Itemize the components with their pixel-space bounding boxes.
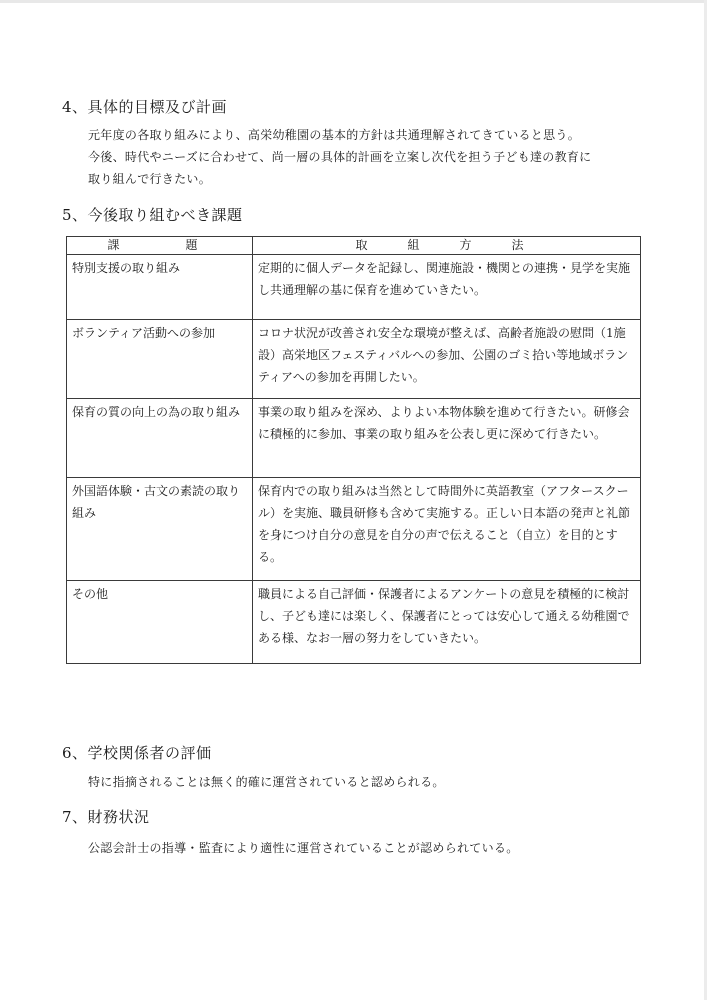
method-cell: 職員による自己評価・保護者によるアンケートの意見を積極的に検討し、子ども達には楽しく、保護者にとっては安心して通える幼稚園である様、なお一層の努力をしていきたい。 bbox=[253, 581, 641, 664]
section-4-heading: 4、具体的目標及び計画 bbox=[62, 98, 228, 116]
section-6-body: 特に指摘されることは無く的確に運営されていると認められる。 bbox=[88, 775, 445, 789]
section-4-line: 取り組んで行きたい。 bbox=[88, 172, 212, 186]
header-method: 取 組 方 法 bbox=[253, 237, 641, 255]
issue-cell: ボランティア活動への参加 bbox=[67, 320, 253, 399]
method-cell: 定期的に個人データを記録し、関連施設・機関との連携・見学を実施し共通理解の基に保育を進めていきたい。 bbox=[253, 255, 641, 320]
table-row bbox=[67, 320, 641, 399]
section-4-line: 元年度の各取り組みにより、高栄幼稚園の基本的方針は共通理解されてきていると思う。 bbox=[88, 128, 581, 142]
method-cell: 保育内での取り組みは当然として時間外に英語教室（アフタースクール）を実施、職員研修も含めて実施する。正しい日本語の発声と礼節を身につけ自分の意見を自分の声で伝えること（自立）を目的とする。 bbox=[253, 478, 641, 581]
section-5-heading: 5、今後取り組むべき課題 bbox=[62, 206, 243, 224]
issue-cell: 特別支援の取り組み bbox=[67, 255, 253, 320]
method-cell: 事業の取り組みを深め、よりよい本物体験を進めて行きたい。研修会に積極的に参加、事業の取り組みを公表し更に深めて行きたい。 bbox=[253, 399, 641, 478]
table-row bbox=[67, 581, 641, 664]
table-header-row bbox=[67, 237, 641, 255]
issues-table bbox=[66, 236, 641, 664]
section-7-body: 公認会計士の指導・監査により適性に運営されていることが認められている。 bbox=[88, 841, 519, 855]
issue-cell: その他 bbox=[67, 581, 253, 664]
table-row bbox=[67, 255, 641, 320]
section-7-heading: 7、財務状況 bbox=[62, 808, 150, 826]
header-issue: 課 題 bbox=[67, 237, 253, 255]
issue-cell: 外国語体験・古文の素読の取り組み bbox=[67, 478, 253, 581]
section-4-body bbox=[88, 124, 648, 190]
table-row bbox=[67, 478, 641, 581]
issue-cell: 保育の質の向上の為の取り組み bbox=[67, 399, 253, 478]
section-4-line: 今後、時代やニーズに合わせて、尚一層の具体的計画を立案し次代を担う子ども達の教育に bbox=[88, 150, 592, 164]
table-row bbox=[67, 399, 641, 478]
section-6-heading: 6、学校関係者の評価 bbox=[62, 744, 212, 762]
method-cell: コロナ状況が改善され安全な環境が整えば、高齢者施設の慰問（1施設）高栄地区フェスティバルへの参加、公園のゴミ拾い等地域ボランティアへの参加を再開したい。 bbox=[253, 320, 641, 399]
page-edge bbox=[0, 0, 707, 3]
